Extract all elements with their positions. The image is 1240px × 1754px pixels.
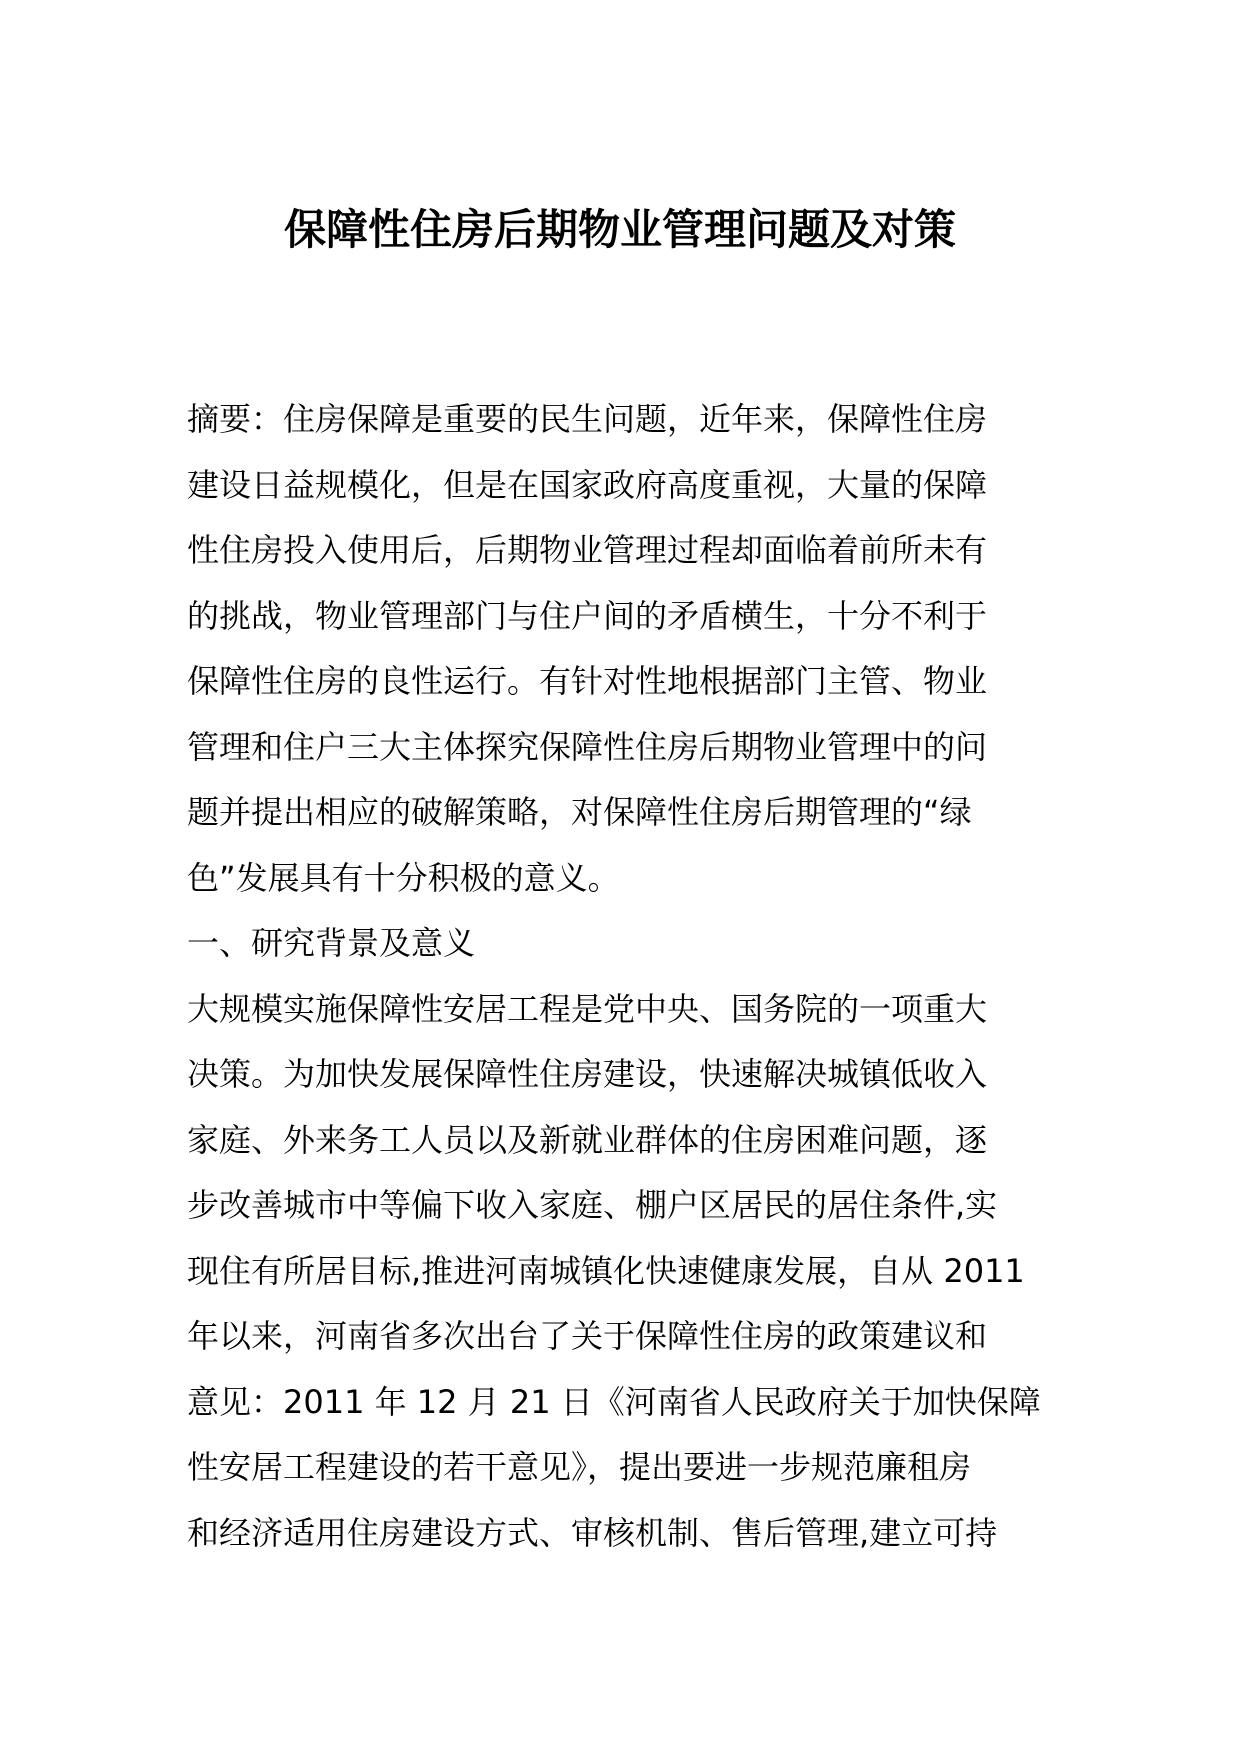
body-line: 步改善城市中等偏下收入家庭、棚户区居民的居住条件,实 [187, 1186, 998, 1224]
body-line: 性安居工程建设的若干意见》，提出要进一步规范廉租房 [187, 1448, 972, 1486]
abstract-line: 题并提出相应的破解策略，对保障性住房后期管理的“绿 [187, 793, 972, 831]
body-line: 大规模实施保障性安居工程是党中央、国务院的一项重大 [187, 989, 988, 1028]
body-line: 现住有所居目标,推进河南城镇化快速健康发展，自从 2011 [187, 1251, 1025, 1290]
abstract-line: 保障性住房的良性运行。有针对性地根据部门主管、物业 [187, 662, 988, 700]
abstract-line: 建设日益规模化，但是在国家政府高度重视，大量的保障 [187, 465, 988, 504]
document-title: 保障性住房后期物业管理问题及对策 [283, 205, 956, 254]
abstract-line: 摘要：住房保障是重要的民生问题，近年来，保障性住房 [187, 400, 988, 438]
body-line: 决策。为加快发展保障性住房建设，快速解决城镇低收入 [187, 1055, 988, 1093]
body-line: 和经济适用住房建设方式、审核机制、售后管理,建立可持 [187, 1513, 998, 1552]
section-heading: 一、研究背景及意义 [187, 924, 476, 962]
abstract-line: 的挑战，物业管理部门与住户间的矛盾横生，十分不利于 [187, 596, 988, 635]
document-body [187, 387, 1057, 1566]
body-line: 家庭、外来务工人员以及新就业群体的住房困难问题，逐 [187, 1120, 988, 1159]
abstract-line: 性住房投入使用后，后期物业管理过程却面临着前所未有 [187, 531, 988, 569]
abstract-line: 管理和住户三大主体探究保障性住房后期物业管理中的问 [187, 727, 988, 766]
body-line: 意见：2011 年 12 月 21 日《河南省人民政府关于加快保障 [187, 1382, 1041, 1421]
abstract-line: 色”发展具有十分积极的意义。 [187, 858, 620, 897]
body-line: 年以来，河南省多次出台了关于保障性住房的政策建议和 [187, 1317, 988, 1355]
